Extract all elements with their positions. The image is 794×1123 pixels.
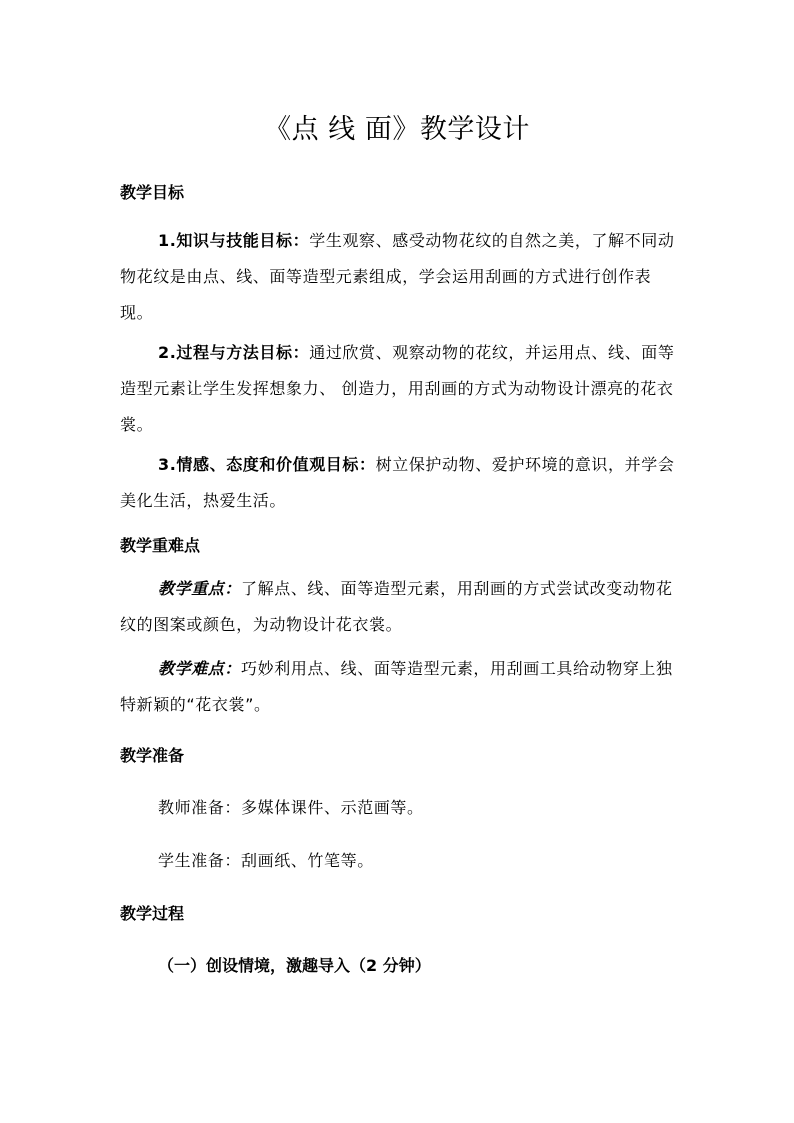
difficulty-lead: 教学难点： bbox=[158, 659, 242, 678]
key-point-paragraph bbox=[120, 571, 680, 643]
section-heading-key-points: 教学重难点 bbox=[120, 536, 201, 555]
student-preparation: 学生准备：刮画纸、竹笔等。 bbox=[158, 851, 374, 870]
process-step-1: （一）创设情境，激趣导入（2 分钟） bbox=[158, 956, 431, 975]
section-heading-process: 教学过程 bbox=[120, 904, 185, 923]
section-heading-preparation: 教学准备 bbox=[120, 746, 185, 765]
section-heading-goals: 教学目标 bbox=[120, 183, 185, 202]
difficulty-paragraph bbox=[120, 651, 680, 723]
goal-lead-1: 1.知识与技能目标： bbox=[158, 231, 310, 250]
teacher-preparation: 教师准备：多媒体课件、示范画等。 bbox=[158, 798, 424, 817]
difficulty-text: 巧妙利用点、线、面等造型元素，用刮画工具给动物穿上独特新颖的“花衣裳”。 bbox=[120, 659, 673, 714]
goal-paragraph-3 bbox=[120, 447, 680, 519]
key-point-lead: 教学重点： bbox=[158, 579, 242, 598]
goal-text-3: 树立保护动物、爱护环境的意识，并学会美化生活，热爱生活。 bbox=[120, 455, 675, 510]
document-title: 《点 线 面》教学设计 bbox=[264, 114, 530, 145]
key-point-text: 了解点、线、面等造型元素，用刮画的方式尝试改变动物花纹的图案或颜色，为动物设计花衣裳。 bbox=[120, 579, 673, 634]
goal-text-1: 学生观察、感受动物花纹的自然之美，了解不同动物花纹是由点、线、面等造型元素组成，学会运用刮画的方式进行创作表现。 bbox=[120, 231, 675, 322]
goal-paragraph-2 bbox=[120, 335, 680, 443]
goal-text-2: 通过欣赏、观察动物的花纹，并运用点、线、面等造型元素让学生发挥想象力、 创造力，用刮画的方式为动物设计漂亮的花衣裳。 bbox=[120, 343, 675, 434]
goal-lead-2: 2.过程与方法目标： bbox=[158, 343, 310, 362]
goal-lead-3: 3.情感、态度和价值观目标： bbox=[158, 455, 376, 474]
goal-paragraph-1 bbox=[120, 223, 680, 331]
